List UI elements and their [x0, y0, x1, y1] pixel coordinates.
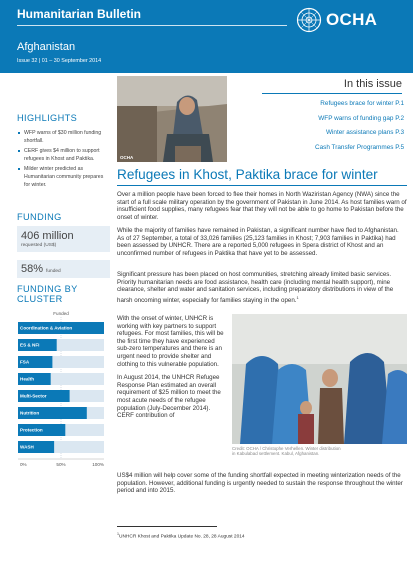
- chart-category-label: Nutrition: [20, 410, 40, 416]
- toc-item-cash[interactable]: Cash Transfer Programmes P.5: [314, 143, 404, 151]
- footnote: [117, 532, 245, 540]
- funding-percent-label: funded: [46, 269, 61, 274]
- ocha-logo: [296, 6, 408, 34]
- article-column-paragraph-1: With the onset of winter, UNHCR is working with key partners to support refugees. For most families, this will be the first time they have experienced sub-zero temperatures and there is an urgent need to provide shelter and clothing to this vulnerable population.: [117, 315, 224, 368]
- toc-item-refugees[interactable]: Refugees brace for winter P.1: [320, 100, 404, 107]
- bulletin-header: [0, 0, 413, 73]
- photo-credit: OCHA: [120, 155, 134, 160]
- article-paragraph-3: [117, 271, 407, 304]
- funding-percent: 58%: [21, 263, 44, 275]
- chart-category-label: WASH: [20, 444, 34, 450]
- photo-illustration: [232, 314, 407, 444]
- photo-illustration: [117, 76, 227, 162]
- refugee-child-photo: [117, 76, 227, 162]
- article-paragraph-3-text: Significant pressure has been placed on host communities, stretching already limited basic services. Priority humanitarian needs are food assistance, health care (including mental health support), mine clearance, shelter and water and sanitation services, including preparatory distributions in view of the harsh oncoming winter, especially for families staying in the open.: [117, 271, 394, 304]
- in-this-issue-title: In this issue: [343, 78, 402, 90]
- footnote-divider: [117, 526, 217, 527]
- cluster-chart: [16, 308, 112, 474]
- chart-category-label: Protection: [20, 427, 43, 433]
- in-this-issue-divider: [262, 93, 402, 94]
- winter-distribution-photo: [232, 314, 407, 444]
- photo-caption: Credit: OCHA / Christophe Verhellen. Winter distribution in Kabulabad settlement. Kabul, Afghanistan.: [232, 446, 341, 457]
- cluster-heading: FUNDING BY CLUSTER: [17, 284, 78, 304]
- article-headline: Refugees in Khost, Paktika brace for winter: [117, 167, 378, 182]
- ocha-logo-text: OCHA: [326, 10, 378, 29]
- article-paragraph-bottom: US$4 million will help cover some of the funding shortfall expected in meeting winterization needs of the population. However, additional funding is urgently needed to sustain the response throughout the winter period and into 2015.: [117, 472, 403, 495]
- footnote-number: 1: [117, 532, 119, 536]
- funding-section: [17, 212, 109, 278]
- in-this-issue: [236, 78, 404, 158]
- cluster-chart-svg: [16, 308, 112, 474]
- footnote-text: UNHCR Khost and Paktika Update No. 28, 28 August 2014: [119, 534, 245, 540]
- header-divider: [17, 25, 287, 26]
- funding-amount-label: requested (US$): [21, 243, 57, 248]
- funding-heading: FUNDING: [17, 212, 62, 222]
- footnote-ref: 1: [296, 294, 299, 300]
- country-name: Afghanistan: [17, 41, 76, 53]
- chart-tick-label: 100%: [92, 462, 104, 467]
- highlight-item: Milder winter predicted as Humanitarian community prepares for winter.: [17, 165, 109, 189]
- chart-category-label: FSA: [20, 359, 30, 365]
- funding-amount: 406 million: [21, 230, 74, 242]
- cluster-section: [17, 284, 112, 304]
- article-column-paragraph-2: In August 2014, the UNHCR Refugee Response Plan estimated an overall requirement of $25 million to meet the most acute needs of the refugee population (July-December 2014). CERF contribution of: [117, 374, 221, 420]
- article-paragraph-1: Over a million people have been forced to flee their homes in North Waziristan Agency (NWA) since the start of a full scale military operation by the government of Pakistan in June 2014. As host families warn of insufficient food supplies, many refugees fear that they will not be able to go home to Pakistan before the onset of winter.: [117, 191, 407, 221]
- toc-item-winter[interactable]: Winter assistance plans P.3: [325, 129, 404, 137]
- highlights-section: [17, 113, 109, 191]
- bulletin-title: Humanitarian Bulletin: [17, 7, 142, 21]
- funding-requested-box: [17, 226, 110, 252]
- article-paragraph-2: While the majority of families have remained in Pakistan, a significant number have fled to Afghanistan. As of 27 September, a total of 33,026 families (25,123 families in Khost; 7,903 families in Paktika) had been assessed by UNHCR. There are a reported 5,000 refugees in Spera district of Khost and an unconfirmed number of refugees in Paktika that have yet to be assessed.: [117, 227, 399, 257]
- highlight-item: CERF gives $4 million to support refugees in Khost and Paktika.: [17, 147, 109, 163]
- un-emblem-icon: [296, 7, 322, 33]
- chart-category-label: Health: [20, 376, 35, 382]
- chart-tick-label: 50%: [56, 462, 66, 467]
- article-column: [117, 315, 226, 426]
- chart-category-label: ES & NFI: [20, 342, 40, 348]
- chart-category-label: Coordination & Aviation: [20, 325, 73, 331]
- funding-percent-box: [17, 260, 110, 278]
- headline-divider: [117, 185, 407, 186]
- chart-legend: Funded: [53, 311, 69, 316]
- chart-tick-label: 0%: [20, 462, 27, 467]
- chart-category-label: Multi-Sector: [20, 393, 47, 399]
- toc-item-wfp[interactable]: WFP warns of funding gap P.2: [318, 114, 404, 122]
- highlight-item: WFP warns of $30 million funding shortfall.: [17, 129, 109, 145]
- highlights-heading: HIGHLIGHTS: [17, 113, 78, 123]
- issue-date: Issue 32 | 01 – 30 September 2014: [17, 58, 102, 64]
